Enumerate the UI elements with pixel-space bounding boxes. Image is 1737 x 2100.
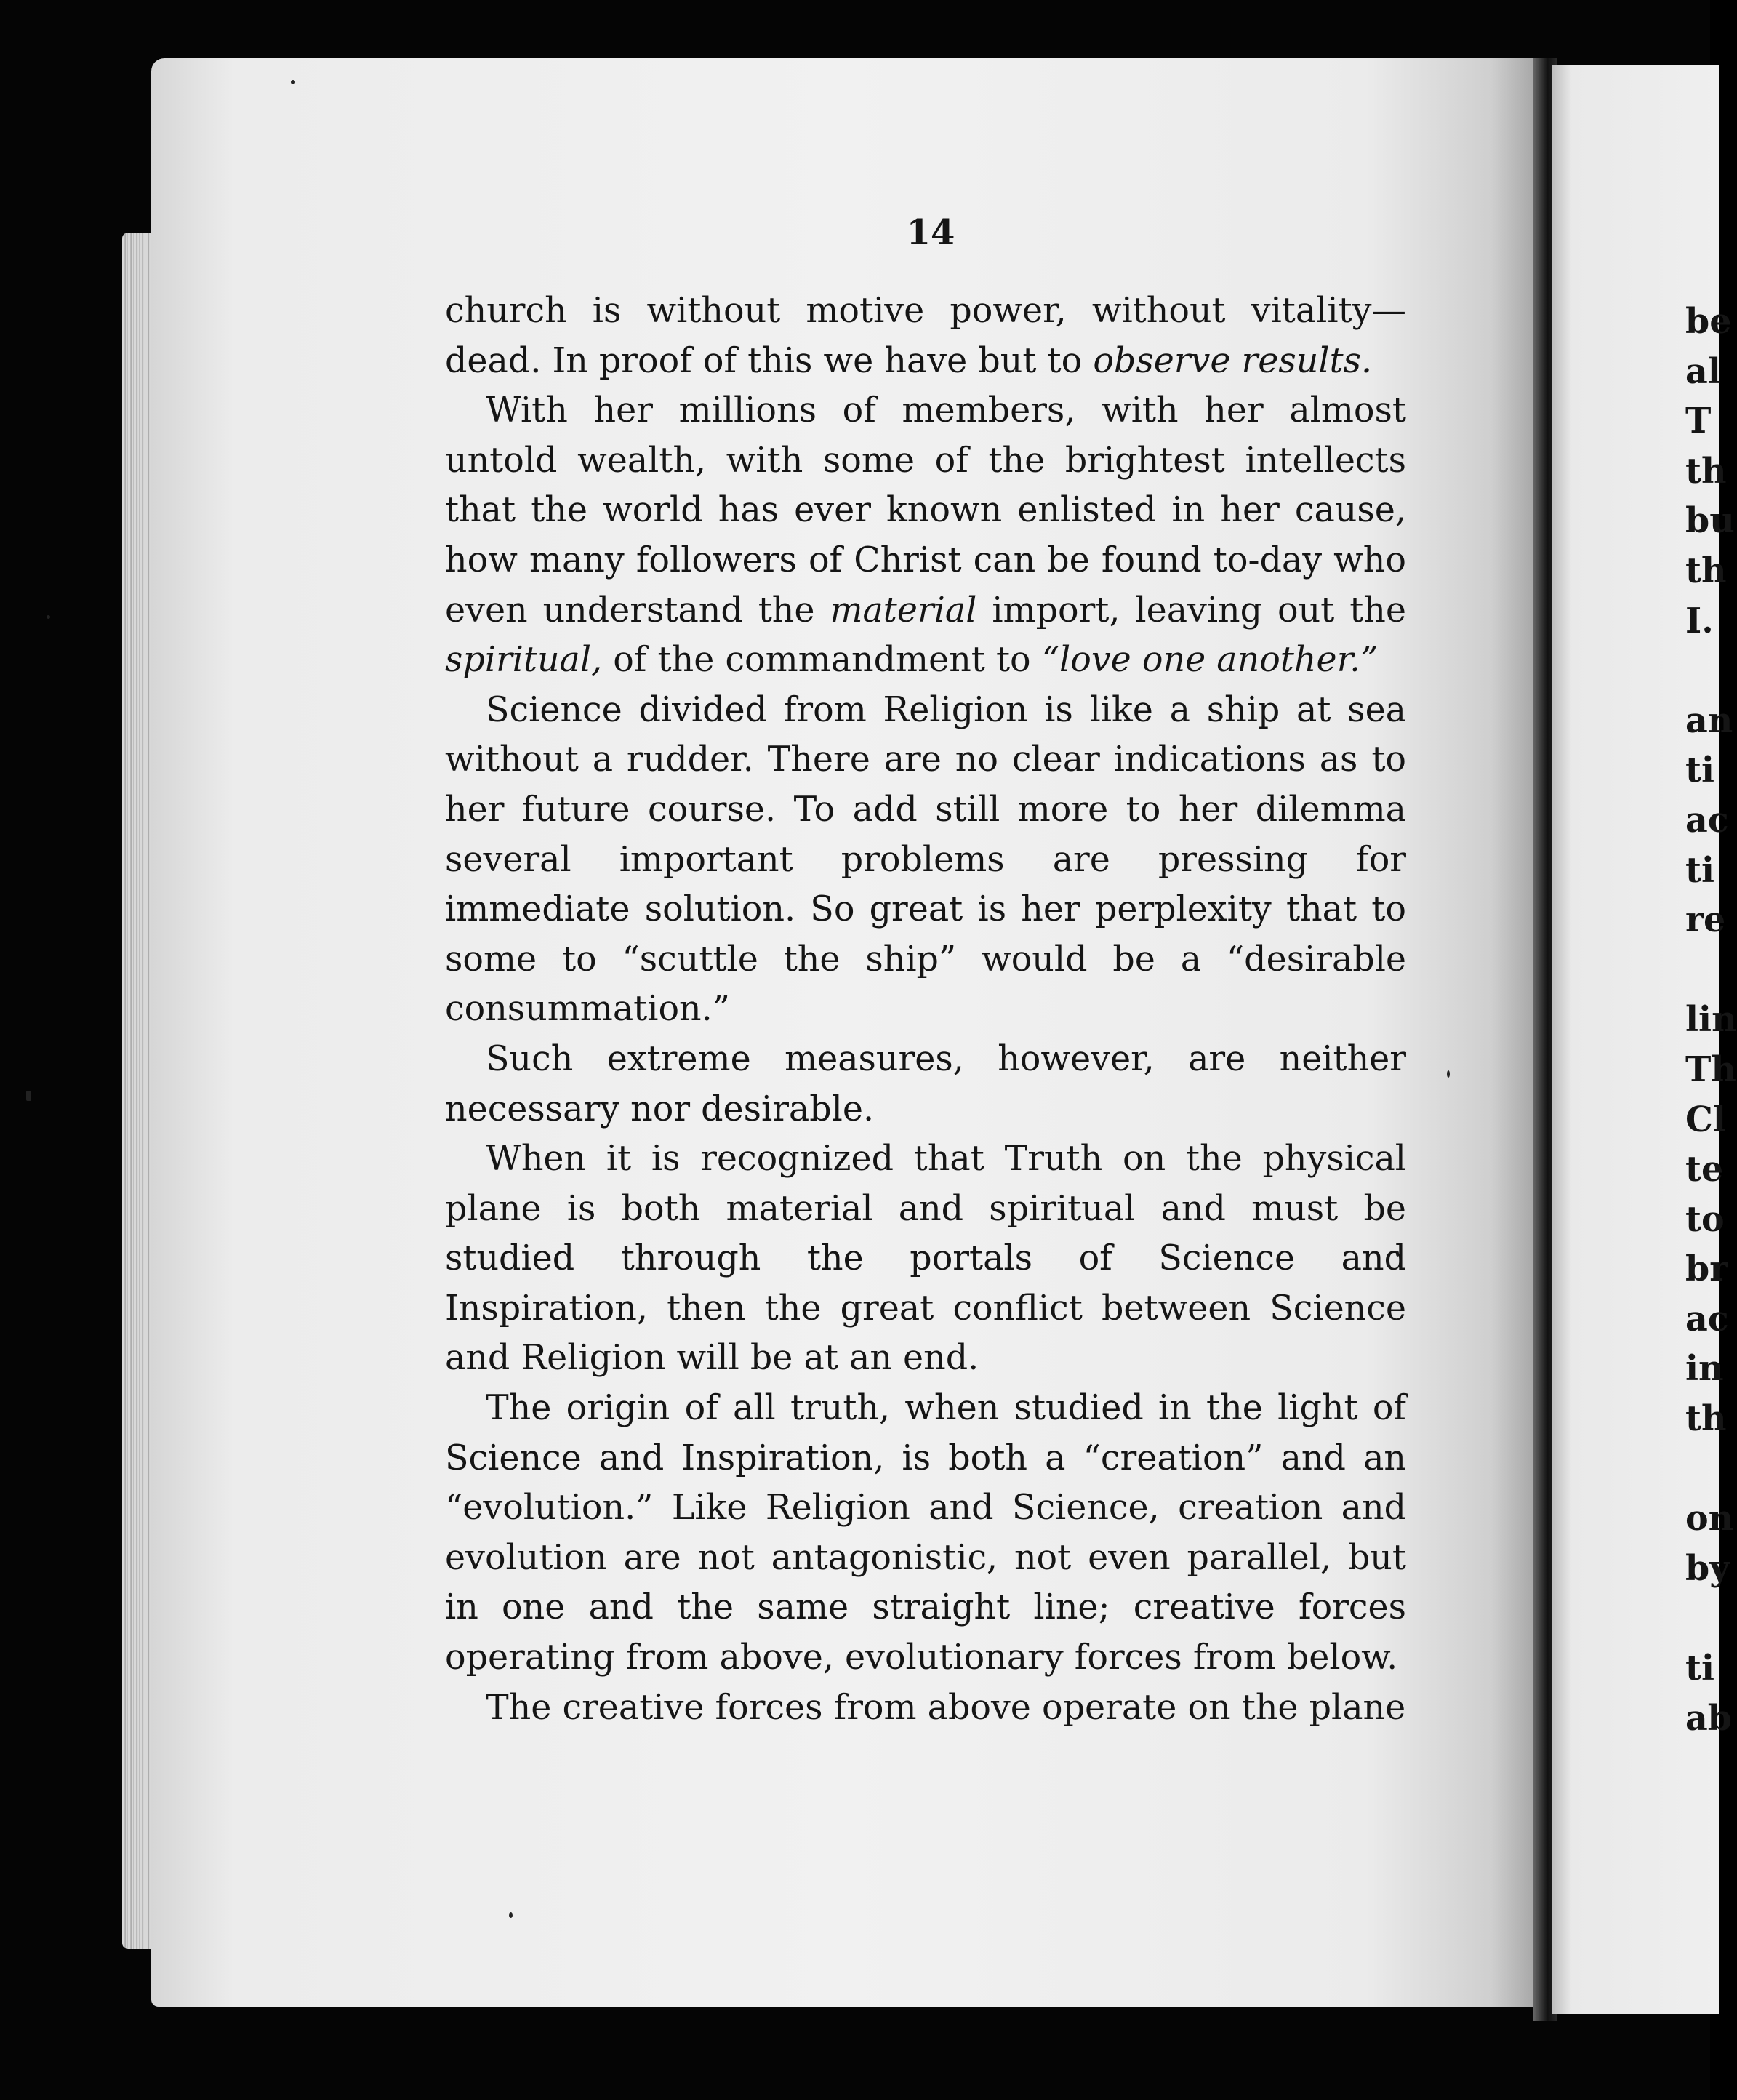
facing-page-fragment: ac: [1685, 799, 1729, 841]
facing-page-fragment: te: [1685, 1149, 1724, 1190]
facing-page-fragment: T: [1685, 401, 1712, 442]
italic-text: spiritual,: [445, 640, 603, 681]
paragraph: [445, 1035, 1406, 1134]
paragraph-text: The origin of all truth, when studied in the light of Science and Inspiration, is both a “creation” and an “evolution.” Like Religion and Science, creation and evolution are not antagonistic, not even parallel, but in one and the same straight line; creative forces operating from above, evolutionary forces from below.: [445, 1388, 1406, 1678]
paragraph: [445, 386, 1406, 686]
facing-page-fragment: th: [1685, 1398, 1727, 1440]
italic-text: “love one another.”: [1041, 640, 1379, 681]
facing-page-fragment: ti: [1685, 750, 1714, 791]
page-number: 14: [906, 212, 955, 253]
facing-page-fragment: re: [1685, 899, 1726, 941]
paragraph-text: Such extreme measures, however, are neither necessary nor desirable.: [445, 1038, 1406, 1129]
facing-page-fragment: Th: [1685, 1049, 1736, 1090]
facing-page-fragment: ti: [1685, 849, 1714, 891]
facing-page-fragment: by: [1685, 1547, 1730, 1589]
paragraph-text: The creative forces from above operate on the plane: [486, 1687, 1406, 1728]
facing-page-fragment: th: [1685, 450, 1727, 492]
paragraph-text: import, leaving out the: [976, 590, 1406, 630]
paragraph-text: of the commandment to: [602, 640, 1042, 681]
paragraph-text: With her millions of members, with her almost untold wealth, with some of the brightest intellects that the world has ever known enlisted in her cause, how many followers of Christ can be found to-day who even understand the: [445, 390, 1406, 630]
facing-page-fragment: I.: [1685, 600, 1714, 641]
facing-page-fragment: ac: [1685, 1298, 1729, 1339]
paragraph-text: Science divided from Religion is like a ship at sea without a rudder. There are no clear indications as to her future course. To add still more to her dilemma several important problems are pressing for immediate solution. So great is her perplexity that to some to “scuttle the ship” would be a “desirable consummation.”: [445, 689, 1406, 1030]
italic-text: material: [830, 590, 977, 630]
facing-page-fragment: br: [1685, 1249, 1728, 1290]
facing-page-fragment: be: [1685, 301, 1732, 342]
facing-page-fragment: al: [1685, 350, 1721, 392]
italic-text: observe results.: [1093, 340, 1373, 381]
paragraph: [445, 286, 1406, 386]
facing-page-fragment: th: [1685, 550, 1727, 591]
paragraph-text: church is without motive power, without vitality—dead. In proof of this we have but to: [445, 291, 1406, 381]
paragraph: [445, 1134, 1406, 1384]
facing-page-fragment: Cl: [1685, 1099, 1726, 1140]
facing-page-fragment: on: [1685, 1498, 1734, 1539]
facing-page-fragment: an: [1685, 700, 1733, 741]
paragraph: [445, 1384, 1406, 1683]
facing-page-fragment: bu: [1685, 500, 1735, 542]
facing-page-fragment: ab: [1685, 1697, 1732, 1739]
paragraph-text: When it is recognized that Truth on the physical plane is both material and spiritual and must be studied through the portals of Science and Inspiration, then the great conflict between Science and Religion will be at an end.: [445, 1139, 1406, 1379]
facing-page-fragment: in: [1685, 1348, 1724, 1390]
facing-page-text: [1685, 297, 1737, 1743]
facing-page-fragment: lin: [1685, 999, 1737, 1041]
facing-page-fragment: ti: [1685, 1648, 1714, 1689]
paragraph: [445, 1683, 1406, 1734]
body-text: [445, 286, 1406, 1733]
paragraph: [445, 686, 1406, 1035]
facing-page-fragment: to: [1685, 1198, 1725, 1240]
